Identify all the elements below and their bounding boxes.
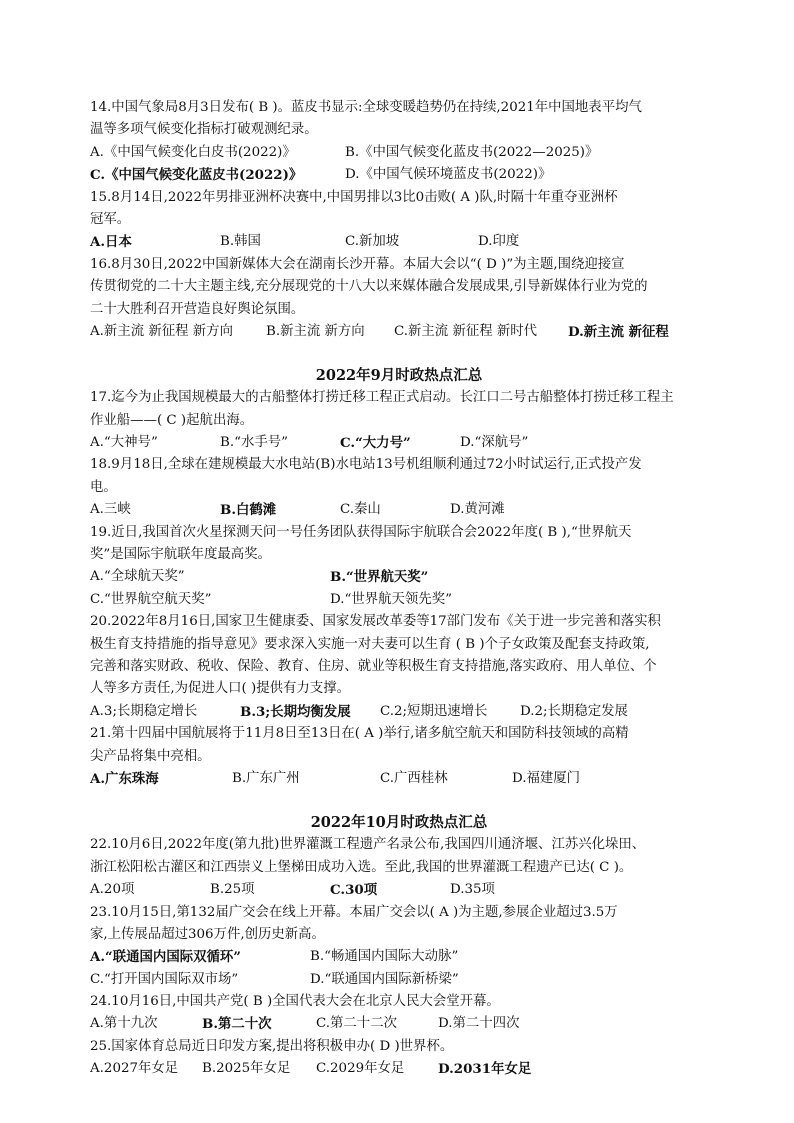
question-text: 奖”是国际宇航联年度最高奖。 (90, 547, 271, 563)
option-b: B.“水手号” (220, 435, 288, 451)
option-row (90, 879, 708, 901)
option-d: D.“联通国内国际新桥梁” (310, 971, 459, 987)
option-c: C.新主流 新征程 新时代 (394, 323, 538, 339)
question-text: 20.2022年8月16日,国家卫生健康委、国家发展改革委等17部门发布《关于进一步完善和落实积 (90, 614, 661, 630)
option-d: D.“深航号” (460, 435, 529, 451)
question-text: 25.国家体育总局近日印发方案,提出将积极申办( D )世界杯。 (90, 1038, 454, 1054)
option-b-answer: B.“世界航天奖” (330, 569, 429, 586)
option-c-answer: C.《中国气候变化蓝皮书(2022)》 (90, 167, 303, 184)
option-b: B.25项 (210, 882, 255, 898)
option-a: A.20项 (90, 882, 135, 898)
option-d: D.35项 (450, 882, 495, 898)
option-b: B.“畅通国内国际大动脉” (310, 949, 459, 965)
question-text: 16.8月30日,2022中国新媒体大会在湖南长沙开幕。本届大会以“( D )”为主题,围绕迎接宣 (90, 256, 625, 272)
question-text: 温等多项气候变化指标打破观测纪录。 (90, 122, 318, 138)
question-text: 21.第十四届中国航展将于11月8日至13日在( A )举行,诸多航空航天和国防科技领域的高精 (90, 726, 629, 742)
question-text: 二十大胜利召开营造良好舆论氛围。 (90, 301, 305, 317)
option-c: C.“打开国内国际双市场” (90, 971, 239, 987)
option-c: C.秦山 (340, 502, 381, 518)
option-b: B.新主流 新方向 (266, 323, 365, 339)
question-15 (90, 187, 708, 254)
section-heading-october: 2022年10月时政热点汇总 (310, 814, 488, 832)
option-a: A.第十九次 (90, 1016, 158, 1032)
option-d: D.印度 (478, 234, 520, 250)
option-a-answer: A.日本 (90, 234, 132, 251)
option-b-answer: B.第二十次 (202, 1016, 272, 1033)
option-row (90, 566, 708, 588)
question-text: 22.10月6日,2022年度(第九批)世界灌溉工程遗产名录公布,我国四川通济堰、江苏兴化垛田、 (90, 837, 646, 853)
option-d: D.福建厦门 (512, 770, 581, 786)
question-text: 家,上传展品超过306万件,创历史新高。 (90, 926, 325, 942)
question-text: 完善和落实财政、税收、保险、教育、住房、就业等积极生育支持措施,落实政府、用人单位、个 (90, 658, 657, 674)
option-c-answer: C.30项 (330, 882, 378, 899)
question-22 (90, 834, 708, 901)
option-c: C.“世界航空航天奖” (90, 591, 212, 607)
question-text: 传贯彻党的二十大主题主线,充分展现党的十八大以来媒体融合发展成果,引导新媒体行业为党的 (90, 279, 648, 295)
question-14 (90, 97, 708, 187)
option-row (90, 499, 708, 521)
option-d: D.“世界航天领先奖” (330, 591, 452, 607)
option-c: C.2;短期迅速增长 (380, 703, 488, 719)
option-a: A.三峡 (90, 502, 131, 518)
option-a: A.“大神号” (90, 435, 158, 451)
option-row (90, 768, 708, 790)
question-17 (90, 387, 708, 454)
option-b: B.2025年女足 (202, 1061, 291, 1077)
option-row (90, 1013, 708, 1035)
option-a-answer: A.“联通国内国际双循环” (90, 949, 241, 966)
option-a-answer: A.广东珠海 (90, 770, 159, 787)
option-row (90, 969, 708, 991)
option-a: A.“全球航天奖” (90, 569, 185, 585)
option-row (90, 1058, 708, 1080)
option-c: C.2029年女足 (316, 1061, 405, 1077)
option-row (90, 321, 708, 343)
option-c: C.第二十二次 (316, 1016, 397, 1032)
document-page (90, 97, 708, 1081)
question-text: 14.中国气象局8月3日发布( B )。蓝皮书显示:全球变暖趋势仍在持续,2021年中国地表平均气 (90, 100, 642, 115)
question-text: 电。 (90, 479, 117, 495)
question-23 (90, 902, 708, 992)
option-b: B.韩国 (220, 234, 261, 250)
option-row (90, 589, 708, 611)
option-row (90, 701, 708, 723)
question-text: 24.10月16日,中国共产党( B )全国代表大会在北京人民大会堂开幕。 (90, 994, 500, 1010)
option-row (90, 142, 708, 164)
question-text: 18.9月18日,全球在建规模最大水电站(B)水电站13号机组顺利通过72小时试运行,正式投产发 (90, 457, 642, 473)
option-b-answer: B.3;长期均衡发展 (240, 703, 351, 720)
option-row (90, 231, 708, 253)
option-d: D.第二十四次 (438, 1016, 520, 1032)
option-d-answer: D.2031年女足 (438, 1061, 532, 1078)
question-19 (90, 522, 708, 612)
question-24 (90, 991, 708, 1036)
option-c-answer: C.“大力号” (340, 435, 411, 452)
option-b-answer: B.白鹤滩 (220, 502, 277, 519)
question-text: 23.10月15日,第132届广交会在线上开幕。本届广交会以( A )为主题,参展企业超过3.5万 (90, 904, 618, 920)
option-row (90, 432, 708, 454)
section-heading-september: 2022年9月时政热点汇总 (315, 367, 483, 385)
option-row (90, 164, 708, 186)
option-d: D.黄河滩 (450, 502, 505, 518)
option-c: C.新加坡 (345, 234, 400, 250)
question-text: 15.8月14日,2022年男排亚洲杯决赛中,中国男排以3比0击败( A )队,时隔十年重夺亚洲杯 (90, 189, 618, 205)
question-text: 尖产品将集中亮相。 (90, 748, 211, 764)
question-18 (90, 454, 708, 521)
question-text: 极生育支持措施的指导意见》要求深入实施一对夫妻可以生育 ( B )个子女政策及配套支持政策, (90, 636, 650, 652)
option-c: C.广西桂林 (380, 770, 448, 786)
option-d: D.《中国气候环境蓝皮书(2022)》 (345, 167, 552, 183)
question-20 (90, 611, 708, 723)
question-text: 人等多方责任,为促进人口( )提供有力支撑。 (90, 681, 350, 697)
question-text: 冠军。 (90, 211, 131, 227)
option-a: A.新主流 新征程 新方向 (90, 323, 233, 339)
option-b: B.广东广州 (232, 770, 300, 786)
question-text: 浙江松阳松古灌区和江西崇义上堡梯田成功入选。至此,我国的世界灌溉工程遗产已达( C )。 (90, 859, 633, 875)
question-25 (90, 1036, 708, 1081)
option-a: A.2027年女足 (90, 1061, 179, 1077)
question-text: 19.近日,我国首次火星探测天问一号任务团队获得国际宇航联合会2022年度( B ),“世界航天 (90, 524, 632, 540)
question-21 (90, 723, 708, 790)
option-row (90, 946, 708, 968)
option-a: A.《中国气候变化白皮书(2022)》 (90, 144, 296, 160)
question-16 (90, 254, 708, 344)
question-text: 作业船——( C )起航出海。 (90, 412, 254, 428)
option-b: B.《中国气候变化蓝皮书(2022—2025)》 (345, 144, 599, 160)
option-d: D.2;长期稳定发展 (520, 703, 628, 719)
option-a: A.3;长期稳定增长 (90, 703, 198, 719)
question-text: 17.迄今为止我国规模最大的古船整体打捞迁移工程正式启动。长江口二号古船整体打捞迁移工程主 (90, 390, 674, 406)
option-d-answer: D.新主流 新征程 (568, 323, 669, 340)
